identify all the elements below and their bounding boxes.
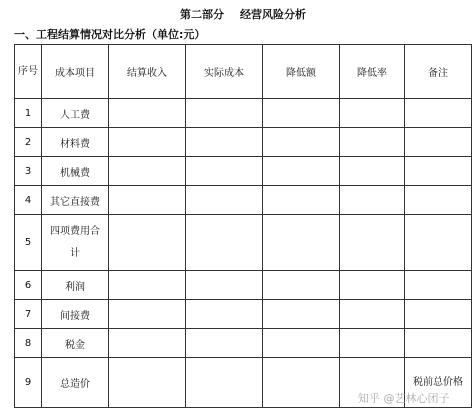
cell-remark (405, 99, 472, 128)
cell-settlement-income (109, 215, 186, 271)
header-settlement-income: 结算收入 (109, 45, 186, 99)
row-seq: 8 (15, 329, 42, 358)
row-item: 机械费 (42, 157, 109, 186)
table-row (15, 329, 472, 358)
cell-remark (405, 271, 472, 300)
cell-reduction-rate (340, 329, 405, 358)
cost-comparison-table (14, 44, 472, 408)
cell-reduction-amount (263, 358, 340, 408)
cell-actual-cost (186, 300, 263, 329)
table-row (15, 271, 472, 300)
row-seq: 5 (15, 215, 42, 271)
header-item: 成本项目 (42, 45, 109, 99)
row-seq: 7 (15, 300, 42, 329)
cell-remark: 税前总价格 (405, 358, 472, 408)
cell-reduction-amount (263, 271, 340, 300)
cell-remark (405, 186, 472, 215)
cell-reduction-amount (263, 329, 340, 358)
cell-actual-cost (186, 358, 263, 408)
table-row (15, 186, 472, 215)
cell-reduction-amount (263, 300, 340, 329)
title-name: 经营风险分析 (240, 8, 306, 21)
cell-actual-cost (186, 157, 263, 186)
header-actual-cost: 实际成本 (186, 45, 263, 99)
row-item: 利润 (42, 271, 109, 300)
page-title (0, 6, 474, 24)
cell-actual-cost (186, 99, 263, 128)
cell-settlement-income (109, 128, 186, 157)
table-row (15, 128, 472, 157)
cell-settlement-income (109, 329, 186, 358)
row-seq: 4 (15, 186, 42, 215)
cell-reduction-amount (263, 128, 340, 157)
table-row (15, 215, 472, 271)
cell-actual-cost (186, 215, 263, 271)
cell-reduction-rate (340, 300, 405, 329)
watermark: 知乎 @艺林心团子 (358, 392, 450, 405)
header-remarks: 备注 (405, 45, 472, 99)
row-seq: 1 (15, 99, 42, 128)
row-item: 材料费 (42, 128, 109, 157)
cell-remark (405, 329, 472, 358)
cell-reduction-rate (340, 271, 405, 300)
cell-reduction-amount (263, 157, 340, 186)
cell-actual-cost (186, 186, 263, 215)
cell-reduction-rate (340, 157, 405, 186)
header-seq: 序号 (15, 45, 42, 99)
cell-remark (405, 300, 472, 329)
table-header-row (15, 45, 472, 99)
cell-reduction-amount (263, 215, 340, 271)
row-item: 四项费用合计 (42, 215, 109, 271)
row-item: 其它直接费 (42, 186, 109, 215)
section-heading: 一、工程结算情况对比分析（单位:元） (14, 28, 206, 41)
cell-remark (405, 157, 472, 186)
row-seq: 3 (15, 157, 42, 186)
cell-reduction-rate (340, 186, 405, 215)
cell-actual-cost (186, 329, 263, 358)
cell-settlement-income (109, 157, 186, 186)
row-seq: 9 (15, 358, 42, 408)
row-item: 人工费 (42, 99, 109, 128)
row-seq: 6 (15, 271, 42, 300)
cell-actual-cost (186, 271, 263, 300)
header-reduction-amount: 降低额 (263, 45, 340, 99)
cell-reduction-amount (263, 99, 340, 128)
cell-reduction-rate (340, 99, 405, 128)
cell-settlement-income (109, 300, 186, 329)
cell-settlement-income (109, 186, 186, 215)
cell-reduction-amount (263, 186, 340, 215)
cell-settlement-income (109, 99, 186, 128)
cell-reduction-rate (340, 215, 405, 271)
row-item: 间接费 (42, 300, 109, 329)
table-row (15, 300, 472, 329)
table-row (15, 99, 472, 128)
cell-settlement-income (109, 358, 186, 408)
cell-actual-cost (186, 128, 263, 157)
row-item: 税金 (42, 329, 109, 358)
title-part: 第二部分 (180, 8, 224, 21)
cell-remark (405, 128, 472, 157)
cell-reduction-rate (340, 128, 405, 157)
table-row (15, 157, 472, 186)
cell-remark (405, 215, 472, 271)
cell-settlement-income (109, 271, 186, 300)
row-seq: 2 (15, 128, 42, 157)
header-reduction-rate: 降低率 (340, 45, 405, 99)
row-item: 总造价 (42, 358, 109, 408)
